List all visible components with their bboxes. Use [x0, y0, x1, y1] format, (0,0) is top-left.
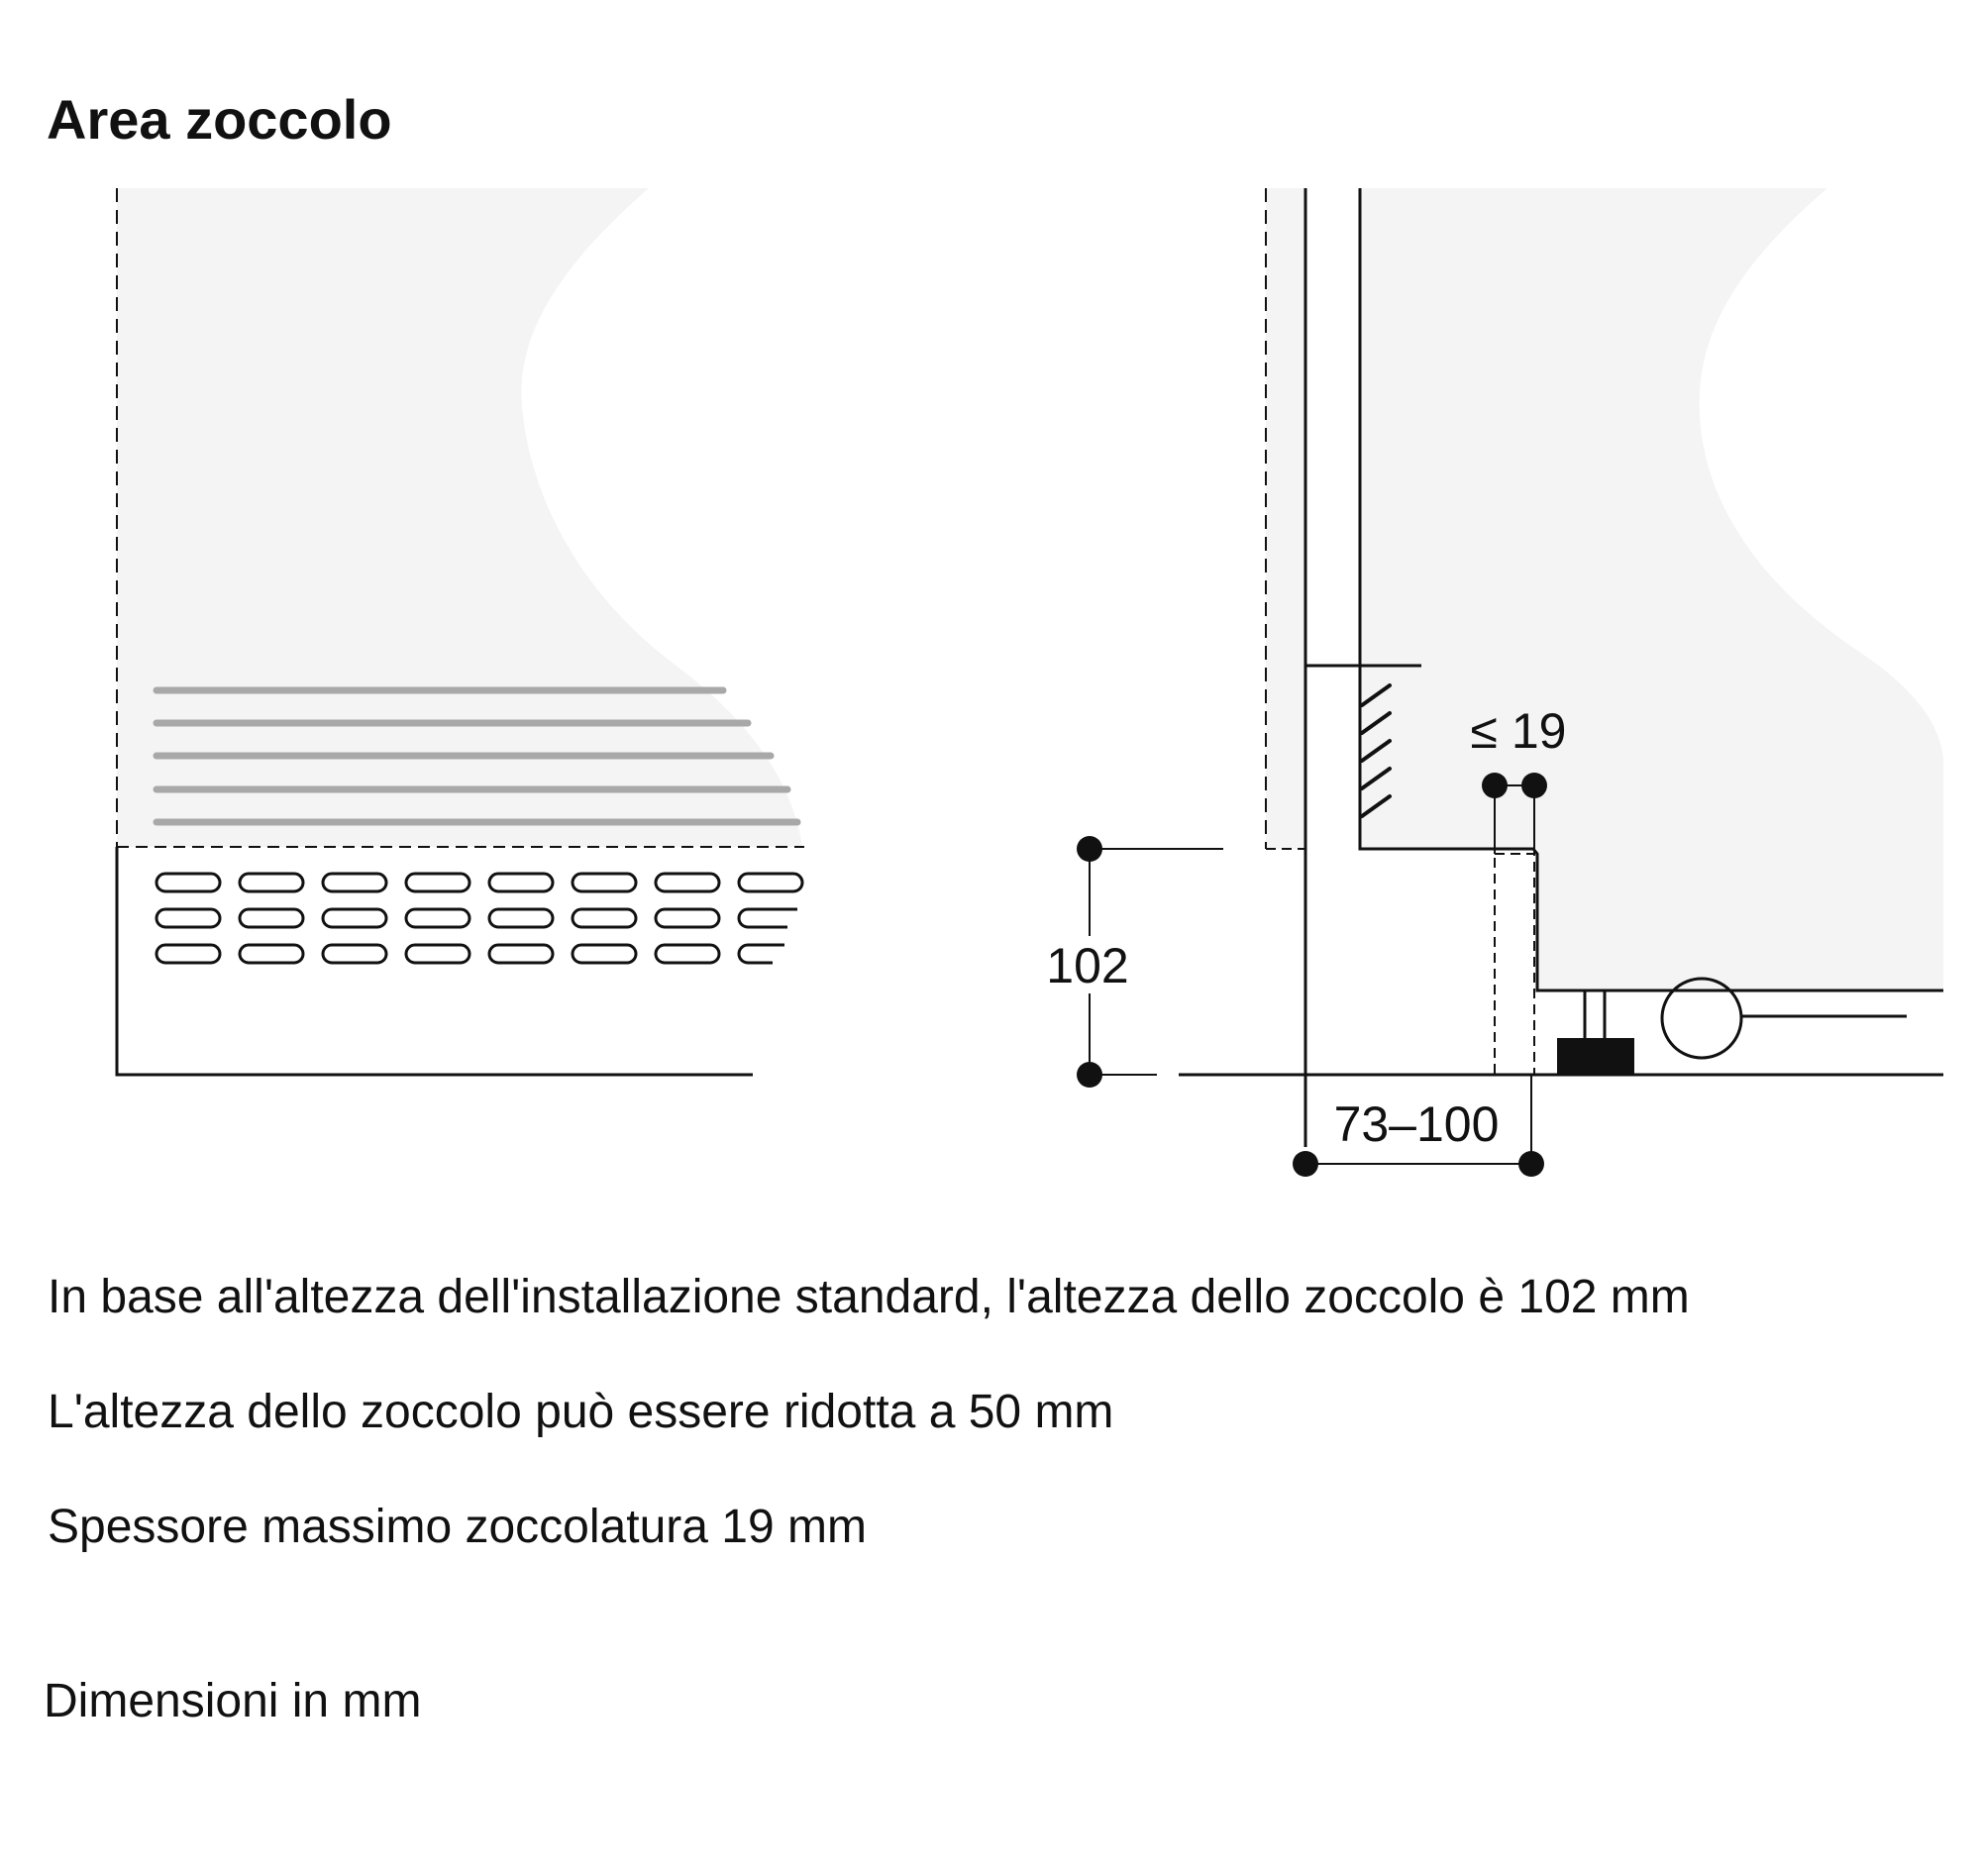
- plinth-height-label: 102: [1046, 938, 1129, 993]
- cabinet-side-panel: [1266, 188, 1305, 849]
- note-standard-height: In base all'altezza dell'installazione standard, l'altezza dello zoccolo è 102 mm: [48, 1271, 1690, 1323]
- recess-depth-label: 73–100: [1333, 1096, 1500, 1152]
- note-reduced-height: L'altezza dello zoccolo può essere ridotta a 50 mm: [48, 1386, 1114, 1438]
- appliance-foot: [1557, 990, 1634, 1076]
- front-view: [117, 188, 804, 1075]
- note-max-thickness: Spessore massimo zoccolatura 19 mm: [48, 1501, 867, 1553]
- units-note: Dimensioni in mm: [44, 1675, 422, 1727]
- recess-depth-dimension: [1293, 1075, 1544, 1177]
- plinth-grille-slots: [156, 874, 802, 963]
- page-title: Area zoccolo: [47, 88, 392, 151]
- side-section-view: [1046, 188, 1943, 1177]
- appliance-side-silhouette: [1359, 188, 1943, 990]
- plinth-board-dashed: [1495, 854, 1534, 1075]
- plinth-height-dimension: [1046, 836, 1223, 1088]
- appliance-front-silhouette: [117, 188, 802, 847]
- plinth-thickness-label: ≤ 19: [1470, 703, 1567, 759]
